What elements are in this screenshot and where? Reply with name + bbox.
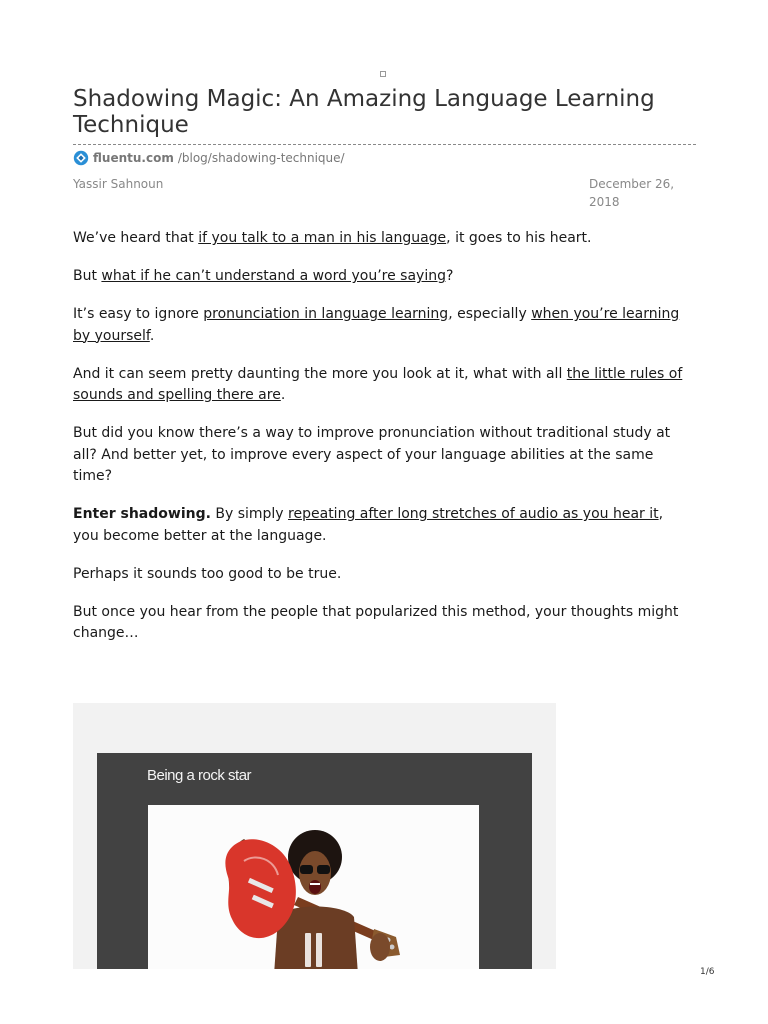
- text: But once you hear from the people that popularized this method, your thoughts might change…: [73, 603, 679, 641]
- link-little-rules[interactable]: the little rules of sounds and spelling there are: [73, 365, 683, 403]
- text: ?: [445, 268, 454, 284]
- title-divider: [73, 144, 696, 145]
- source-url[interactable]: [73, 150, 345, 166]
- text: But did you know there’s a way to improve pronunciation without traditional study at all? And better yet, to improve every aspect of your language abilities at the same time?: [73, 425, 671, 484]
- page-number: 1/6: [700, 967, 715, 977]
- bold-lead: Enter shadowing.: [73, 506, 211, 522]
- pause-bar-right: [316, 933, 322, 967]
- text: , it goes to his heart.: [446, 230, 592, 246]
- link-cant-understand[interactable]: what if he can’t understand a word you’re saying: [101, 268, 446, 284]
- paragraph-3: [73, 304, 683, 347]
- text: We’ve heard that: [73, 230, 199, 246]
- article-body: [73, 228, 683, 661]
- link-pronunciation[interactable]: pronunciation in language learning: [203, 306, 449, 322]
- paragraph-2: [73, 266, 683, 288]
- video-player[interactable]: [97, 753, 532, 969]
- link-learning-by-yourself[interactable]: when you’re learning by yourself: [73, 306, 680, 344]
- paragraph-4: [73, 364, 683, 407]
- fluentu-logo-icon: [73, 150, 89, 166]
- source-path[interactable]: /blog/shadowing-technique/: [177, 151, 345, 165]
- paragraph-8: [73, 602, 683, 645]
- link-repeating-audio[interactable]: repeating after long stretches of audio as you hear it: [288, 506, 659, 522]
- link-talk-to-a-man[interactable]: if you talk to a man in his language: [198, 230, 447, 246]
- publish-date: December 26, 2018: [589, 177, 675, 209]
- paragraph-6: [73, 504, 683, 547]
- video-title: Being a rock star: [147, 767, 252, 784]
- text: .: [280, 387, 286, 403]
- paragraph-7: [73, 564, 683, 586]
- page-marker-icon: [380, 71, 386, 77]
- text: Perhaps it sounds too good to be true.: [73, 565, 342, 582]
- text: It’s easy to ignore: [73, 306, 204, 322]
- text: By simply: [210, 506, 289, 522]
- article-title: Shadowing Magic: An Amazing Language Learning Technique: [73, 86, 655, 138]
- pause-icon[interactable]: [305, 933, 323, 969]
- source-domain[interactable]: fluentu.com: [93, 151, 174, 165]
- text: But: [73, 268, 102, 284]
- paragraph-5: [73, 423, 683, 488]
- paragraph-1: [73, 228, 683, 250]
- pause-bar-left: [305, 933, 311, 967]
- text: , especially: [448, 306, 532, 322]
- text: , you become better at the language.: [73, 506, 664, 544]
- author-name: Yassir Sahnoun: [73, 177, 164, 191]
- video-screen[interactable]: [148, 805, 479, 969]
- text: .: [149, 327, 155, 344]
- text: And it can seem pretty daunting the more you look at it, what with all: [73, 365, 567, 382]
